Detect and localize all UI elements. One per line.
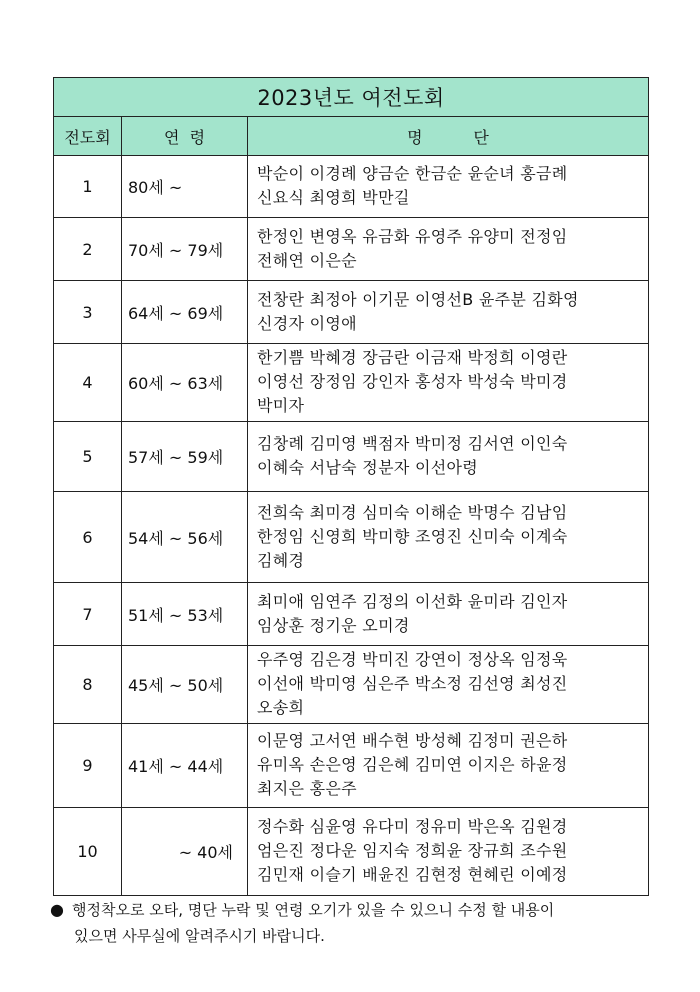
- group-number: 8: [54, 646, 122, 724]
- group-number: 2: [54, 218, 122, 281]
- roster-table: [53, 77, 649, 896]
- names-line: 한정임 신영희 박미향 조영진 신미숙 이계숙: [257, 526, 568, 546]
- member-names: [248, 344, 649, 422]
- age-range: 54세 ~ 56세: [122, 492, 248, 583]
- member-names: [248, 808, 649, 896]
- age-range: 64세 ~ 69세: [122, 281, 248, 344]
- table-row: [54, 422, 649, 492]
- table-row: [54, 281, 649, 344]
- group-number: 9: [54, 724, 122, 808]
- names-line: 오송희: [257, 698, 305, 717]
- names-line: 전창란 최정아 이기문 이영선B 윤주분 김화영: [257, 289, 579, 309]
- member-names: [248, 422, 649, 492]
- member-names: [248, 281, 649, 344]
- member-names: [248, 583, 649, 646]
- correction-notice: [50, 897, 660, 949]
- names-line: 한기쁨 박혜경 장금란 이금재 박정희 이영란: [257, 348, 568, 367]
- names-line: 유미옥 손은영 김은혜 김미연 이지은 하윤정: [257, 755, 568, 774]
- group-number: 3: [54, 281, 122, 344]
- age-range: 80세 ~: [122, 156, 248, 218]
- group-number: 7: [54, 583, 122, 646]
- header-age: 연 령: [122, 117, 248, 156]
- age-range: 51세 ~ 53세: [122, 583, 248, 646]
- member-names: [248, 218, 649, 281]
- table-row: [54, 646, 649, 724]
- member-names: [248, 156, 649, 218]
- bullet-icon: ●: [50, 900, 64, 919]
- names-line: 박미자: [257, 396, 305, 415]
- names-line: 신요식 최영희 박만길: [257, 188, 410, 207]
- names-line: 이영선 장정임 강인자 홍성자 박성숙 박미경: [257, 372, 568, 391]
- header-group: 전도회: [54, 117, 122, 156]
- table-title: 2023년도 여전도회: [54, 78, 649, 117]
- group-number: 1: [54, 156, 122, 218]
- age-range: 60세 ~ 63세: [122, 344, 248, 422]
- names-line: 전희숙 최미경 심미숙 이해순 박명수 김남임: [257, 502, 568, 522]
- table-row: [54, 218, 649, 281]
- age-range: ~ 40세: [122, 808, 248, 896]
- table-row: [54, 344, 649, 422]
- names-line: 최지은 홍은주: [257, 779, 357, 798]
- notice-line-1: [50, 897, 660, 923]
- table-row: [54, 583, 649, 646]
- age-range: 70세 ~ 79세: [122, 218, 248, 281]
- names-line: 신경자 이영애: [257, 313, 357, 333]
- names-line: 최미애 임연주 김정의 이선화 윤미라 김인자: [257, 591, 568, 611]
- names-line: 김창례 김미영 백점자 박미정 김서연 이인숙: [257, 434, 568, 453]
- header-row: [54, 117, 649, 156]
- names-line: 정수화 심윤영 유다미 정유미 박은옥 김원경: [257, 817, 568, 836]
- table-row: [54, 724, 649, 808]
- names-line: 전해연 이은순: [257, 250, 357, 270]
- names-line: 임상훈 정기운 오미경: [257, 615, 410, 635]
- notice-text-1: 행정착오로 오타, 명단 누락 및 연령 오기가 있을 수 있으니 수정 할 내용이: [72, 901, 555, 919]
- names-line: 이선애 박미영 심은주 박소정 김선영 최성진: [257, 674, 568, 693]
- table-row: [54, 492, 649, 583]
- names-line: 이혜숙 서남숙 정분자 이선아령: [257, 458, 478, 477]
- member-names: [248, 646, 649, 724]
- group-number: 6: [54, 492, 122, 583]
- names-line: 한정인 변영옥 유금화 유영주 유양미 전정임: [257, 226, 568, 246]
- member-names: [248, 724, 649, 808]
- age-range: 57세 ~ 59세: [122, 422, 248, 492]
- names-line: 김혜경: [257, 550, 305, 570]
- names-line: 이문영 고서연 배수현 방성혜 김정미 권은하: [257, 731, 568, 750]
- group-number: 4: [54, 344, 122, 422]
- table-row: [54, 156, 649, 218]
- age-range: 41세 ~ 44세: [122, 724, 248, 808]
- group-number: 5: [54, 422, 122, 492]
- names-line: 엄은진 정다운 임지숙 정희윤 장규희 조수원: [257, 841, 568, 860]
- names-line: 김민재 이슬기 배윤진 김현정 현혜린 이예정: [257, 865, 568, 884]
- member-names: [248, 492, 649, 583]
- group-number: 10: [54, 808, 122, 896]
- table-row: [54, 808, 649, 896]
- age-range: 45세 ~ 50세: [122, 646, 248, 724]
- header-names: 명 단: [248, 117, 649, 156]
- notice-text-2: 있으면 사무실에 알려주시기 바랍니다.: [74, 927, 325, 945]
- names-line: 우주영 김은경 박미진 강연이 정상옥 임정욱: [257, 650, 568, 669]
- names-line: 박순이 이경례 양금순 한금순 윤순녀 홍금례: [257, 164, 568, 183]
